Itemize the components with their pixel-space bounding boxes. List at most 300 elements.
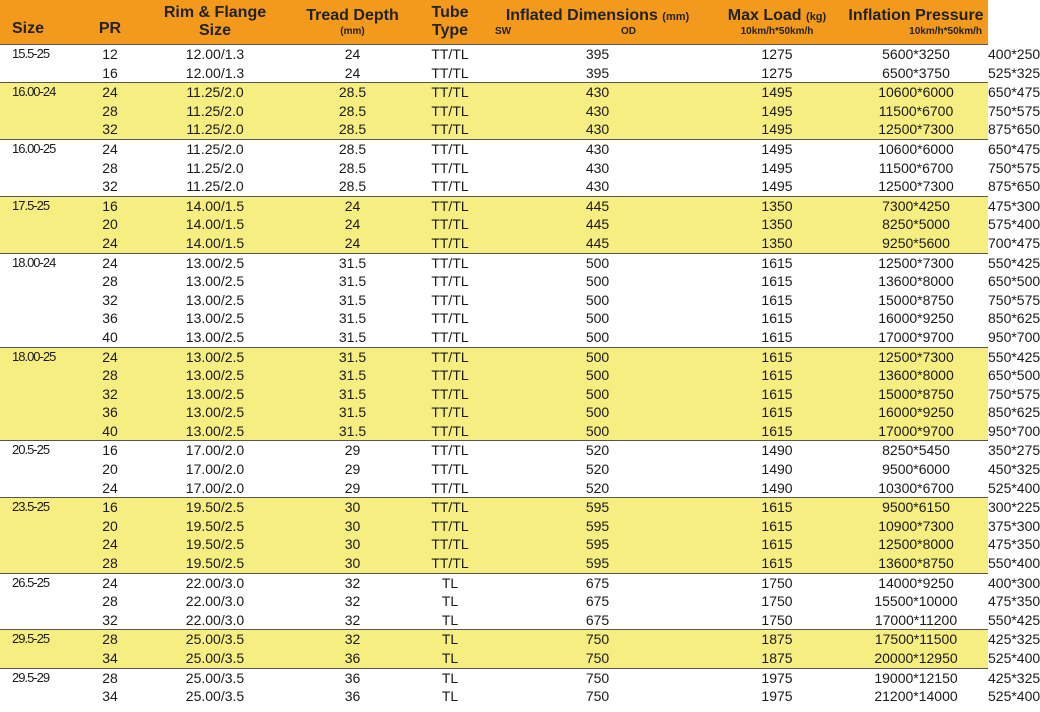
cell-od: 1490 <box>710 441 844 460</box>
cell-tube-type: TT/TL <box>415 479 485 498</box>
cell-sw: 520 <box>485 441 710 460</box>
cell-tread-depth: 32 <box>290 611 415 630</box>
cell-max-load: 9500*6150 <box>844 498 988 517</box>
cell-max-load: 17500*11500 <box>844 630 988 649</box>
cell-sw: 430 <box>485 139 710 158</box>
table-row: 34 25.00/3.5 36 TL 750 1975 21200*14000 525*400 <box>0 687 988 706</box>
cell-od: 1615 <box>710 347 844 366</box>
cell-pr: 28 <box>80 366 140 385</box>
cell-tread-depth: 31.5 <box>290 422 415 441</box>
cell-max-load: 8250*5450 <box>844 441 988 460</box>
cell-pr: 24 <box>80 573 140 592</box>
cell-rim-flange: 25.00/3.5 <box>140 630 290 649</box>
cell-pr: 20 <box>80 517 140 536</box>
cell-tread-depth: 36 <box>290 668 415 687</box>
cell-max-load: 16000*9250 <box>844 403 988 422</box>
cell-sw: 675 <box>485 592 710 611</box>
table-row: 28 13.00/2.5 31.5 TT/TL 500 1615 13600*8000 650*500 <box>0 272 988 291</box>
cell-od: 1350 <box>710 196 844 215</box>
cell-od: 1350 <box>710 215 844 234</box>
cell-rim-flange: 13.00/2.5 <box>140 422 290 441</box>
table-row: 16.00-25 24 11.25/2.0 28.5 TT/TL 430 1495 10600*6000 650*475 <box>0 139 988 158</box>
cell-rim-flange: 25.00/3.5 <box>140 687 290 706</box>
cell-tread-depth: 31.5 <box>290 385 415 404</box>
cell-rim-flange: 14.00/1.5 <box>140 234 290 253</box>
cell-sw: 500 <box>485 272 710 291</box>
cell-max-load: 12500*8000 <box>844 535 988 554</box>
cell-od: 1875 <box>710 630 844 649</box>
cell-tube-type: TT/TL <box>415 159 485 178</box>
cell-tube-type: TL <box>415 592 485 611</box>
header-inflated-dimensions: Inflated Dimensions (mm) SW OD <box>485 0 710 45</box>
header-max-load: Max Load (kg) 10km/h*50km/h <box>710 0 844 45</box>
cell-sw: 675 <box>485 573 710 592</box>
cell-max-load: 11500*6700 <box>844 159 988 178</box>
cell-tube-type: TT/TL <box>415 215 485 234</box>
table-row: 23.5-25 16 19.50/2.5 30 TT/TL 595 1615 9500*6150 300*225 <box>0 498 988 517</box>
cell-sw: 520 <box>485 460 710 479</box>
cell-tube-type: TL <box>415 630 485 649</box>
cell-sw: 595 <box>485 517 710 536</box>
cell-size <box>0 611 80 630</box>
cell-size <box>0 479 80 498</box>
cell-rim-flange: 22.00/3.0 <box>140 573 290 592</box>
cell-pr: 24 <box>80 535 140 554</box>
cell-sw: 430 <box>485 177 710 196</box>
table-row: 18.00-25 24 13.00/2.5 31.5 TT/TL 500 1615 12500*7300 550*425 <box>0 347 988 366</box>
cell-tread-depth: 24 <box>290 45 415 64</box>
cell-pr: 32 <box>80 177 140 196</box>
cell-rim-flange: 19.50/2.5 <box>140 498 290 517</box>
cell-sw: 500 <box>485 328 710 347</box>
cell-max-load: 7300*4250 <box>844 196 988 215</box>
cell-pr: 16 <box>80 64 140 83</box>
cell-od: 1615 <box>710 366 844 385</box>
cell-rim-flange: 13.00/2.5 <box>140 253 290 272</box>
cell-tube-type: TT/TL <box>415 64 485 83</box>
cell-tube-type: TL <box>415 687 485 706</box>
cell-size <box>0 649 80 668</box>
table-row: 16.00-24 24 11.25/2.0 28.5 TT/TL 430 1495 10600*6000 650*475 <box>0 83 988 102</box>
cell-rim-flange: 14.00/1.5 <box>140 215 290 234</box>
cell-od: 1495 <box>710 159 844 178</box>
table-row: 36 13.00/2.5 31.5 TT/TL 500 1615 16000*9250 850*625 <box>0 403 988 422</box>
cell-tube-type: TT/TL <box>415 45 485 64</box>
cell-rim-flange: 13.00/2.5 <box>140 309 290 328</box>
cell-od: 1615 <box>710 517 844 536</box>
cell-size: 29.5-25 <box>0 630 80 649</box>
cell-max-load: 20000*12950 <box>844 649 988 668</box>
cell-sw: 595 <box>485 535 710 554</box>
cell-size <box>0 687 80 706</box>
cell-sw: 430 <box>485 120 710 139</box>
cell-od: 1615 <box>710 253 844 272</box>
cell-max-load: 15000*8750 <box>844 385 988 404</box>
cell-tread-depth: 28.5 <box>290 83 415 102</box>
cell-size <box>0 120 80 139</box>
cell-sw: 395 <box>485 64 710 83</box>
cell-size: 18.00-24 <box>0 253 80 272</box>
cell-size <box>0 309 80 328</box>
cell-sw: 500 <box>485 253 710 272</box>
table-row: 20 14.00/1.5 24 TT/TL 445 1350 8250*5000 575*400 <box>0 215 988 234</box>
cell-od: 1750 <box>710 611 844 630</box>
cell-sw: 430 <box>485 83 710 102</box>
table-row: 32 11.25/2.0 28.5 TT/TL 430 1495 12500*7300 875*650 <box>0 120 988 139</box>
cell-tread-depth: 24 <box>290 64 415 83</box>
cell-tread-depth: 36 <box>290 649 415 668</box>
cell-max-load: 12500*7300 <box>844 253 988 272</box>
table-row: 17.5-25 16 14.00/1.5 24 TT/TL 445 1350 7300*4250 475*300 <box>0 196 988 215</box>
cell-sw: 430 <box>485 102 710 121</box>
cell-max-load: 15000*8750 <box>844 291 988 310</box>
cell-rim-flange: 11.25/2.0 <box>140 83 290 102</box>
cell-tube-type: TT/TL <box>415 403 485 422</box>
table-row: 40 13.00/2.5 31.5 TT/TL 500 1615 17000*9700 950*700 <box>0 422 988 441</box>
cell-pr: 20 <box>80 215 140 234</box>
cell-size <box>0 102 80 121</box>
table-row: 26.5-25 24 22.00/3.0 32 TL 675 1750 14000*9250 400*300 <box>0 573 988 592</box>
cell-size: 26.5-25 <box>0 573 80 592</box>
cell-pr: 32 <box>80 385 140 404</box>
cell-od: 1615 <box>710 309 844 328</box>
cell-tube-type: TT/TL <box>415 328 485 347</box>
cell-size: 16.00-25 <box>0 139 80 158</box>
cell-tread-depth: 24 <box>290 196 415 215</box>
cell-tube-type: TT/TL <box>415 120 485 139</box>
cell-sw: 395 <box>485 45 710 64</box>
header-rim-flange: Rim & Flange Size <box>140 0 290 45</box>
cell-pr: 28 <box>80 668 140 687</box>
cell-pr: 34 <box>80 687 140 706</box>
cell-pr: 16 <box>80 498 140 517</box>
cell-size: 23.5-25 <box>0 498 80 517</box>
cell-tread-depth: 30 <box>290 517 415 536</box>
cell-rim-flange: 22.00/3.0 <box>140 592 290 611</box>
cell-od: 1275 <box>710 45 844 64</box>
table-row: 32 13.00/2.5 31.5 TT/TL 500 1615 15000*8750 750*575 <box>0 385 988 404</box>
cell-tread-depth: 29 <box>290 460 415 479</box>
table-row: 29.5-25 28 25.00/3.5 32 TL 750 1875 17500*11500 425*325 <box>0 630 988 649</box>
cell-size <box>0 460 80 479</box>
cell-size: 16.00-24 <box>0 83 80 102</box>
cell-tread-depth: 30 <box>290 498 415 517</box>
cell-max-load: 17000*11200 <box>844 611 988 630</box>
cell-od: 1275 <box>710 64 844 83</box>
cell-od: 1490 <box>710 460 844 479</box>
cell-od: 1495 <box>710 83 844 102</box>
cell-od: 1975 <box>710 687 844 706</box>
table-body <box>0 45 1040 706</box>
cell-tread-depth: 31.5 <box>290 272 415 291</box>
cell-od: 1750 <box>710 592 844 611</box>
cell-od: 1495 <box>710 102 844 121</box>
table-row: 28 22.00/3.0 32 TL 675 1750 15500*10000 475*350 <box>0 592 988 611</box>
header-sw: SW <box>495 25 512 37</box>
table-row: 32 13.00/2.5 31.5 TT/TL 500 1615 15000*8750 750*575 <box>0 291 988 310</box>
cell-tube-type: TT/TL <box>415 83 485 102</box>
cell-max-load: 19000*12150 <box>844 668 988 687</box>
cell-rim-flange: 17.00/2.0 <box>140 479 290 498</box>
cell-rim-flange: 17.00/2.0 <box>140 460 290 479</box>
header-od: OD <box>621 25 636 37</box>
cell-tread-depth: 31.5 <box>290 291 415 310</box>
cell-od: 1615 <box>710 385 844 404</box>
cell-tread-depth: 31.5 <box>290 309 415 328</box>
header-size: Size <box>0 0 80 45</box>
cell-sw: 750 <box>485 687 710 706</box>
cell-tread-depth: 28.5 <box>290 102 415 121</box>
table-row: 24 14.00/1.5 24 TT/TL 445 1350 9250*5600 700*475 <box>0 234 988 253</box>
cell-od: 1615 <box>710 535 844 554</box>
table-row: 20 19.50/2.5 30 TT/TL 595 1615 10900*7300 375*300 <box>0 517 988 536</box>
cell-size <box>0 328 80 347</box>
cell-sw: 445 <box>485 215 710 234</box>
cell-tube-type: TT/TL <box>415 139 485 158</box>
cell-rim-flange: 13.00/2.5 <box>140 347 290 366</box>
cell-max-load: 10900*7300 <box>844 517 988 536</box>
cell-tread-depth: 30 <box>290 554 415 573</box>
table-row: 34 25.00/3.5 36 TL 750 1875 20000*12950 525*400 <box>0 649 988 668</box>
cell-tread-depth: 31.5 <box>290 253 415 272</box>
cell-max-load: 10300*6700 <box>844 479 988 498</box>
cell-pr: 28 <box>80 102 140 121</box>
cell-size <box>0 535 80 554</box>
cell-sw: 675 <box>485 611 710 630</box>
cell-size <box>0 385 80 404</box>
cell-tread-depth: 31.5 <box>290 328 415 347</box>
header-tube-type: Tube Type <box>415 0 485 45</box>
cell-pr: 28 <box>80 630 140 649</box>
cell-size <box>0 517 80 536</box>
cell-pr: 34 <box>80 649 140 668</box>
cell-pr: 32 <box>80 120 140 139</box>
cell-sw: 500 <box>485 309 710 328</box>
cell-pr: 36 <box>80 309 140 328</box>
cell-tube-type: TT/TL <box>415 347 485 366</box>
cell-size <box>0 291 80 310</box>
cell-max-load: 5600*3250 <box>844 45 988 64</box>
cell-tread-depth: 28.5 <box>290 159 415 178</box>
cell-tube-type: TT/TL <box>415 535 485 554</box>
cell-rim-flange: 25.00/3.5 <box>140 649 290 668</box>
cell-max-load: 9500*6000 <box>844 460 988 479</box>
cell-size: 18.00-25 <box>0 347 80 366</box>
cell-pr: 24 <box>80 139 140 158</box>
cell-tube-type: TT/TL <box>415 309 485 328</box>
cell-max-load: 11500*6700 <box>844 102 988 121</box>
cell-sw: 500 <box>485 347 710 366</box>
cell-size <box>0 554 80 573</box>
cell-rim-flange: 13.00/2.5 <box>140 366 290 385</box>
cell-rim-flange: 22.00/3.0 <box>140 611 290 630</box>
cell-size: 17.5-25 <box>0 196 80 215</box>
cell-pr: 20 <box>80 460 140 479</box>
table-row: 18.00-24 24 13.00/2.5 31.5 TT/TL 500 1615 12500*7300 550*425 <box>0 253 988 272</box>
cell-tread-depth: 31.5 <box>290 347 415 366</box>
cell-sw: 520 <box>485 479 710 498</box>
cell-tread-depth: 28.5 <box>290 139 415 158</box>
table-row: 16 12.00/1.3 24 TT/TL 395 1275 6500*3750 525*325 <box>0 64 988 83</box>
cell-sw: 595 <box>485 498 710 517</box>
table-row: 28 11.25/2.0 28.5 TT/TL 430 1495 11500*6700 750*575 <box>0 159 988 178</box>
cell-tube-type: TT/TL <box>415 177 485 196</box>
cell-tube-type: TL <box>415 573 485 592</box>
cell-rim-flange: 13.00/2.5 <box>140 291 290 310</box>
cell-tread-depth: 28.5 <box>290 177 415 196</box>
cell-od: 1495 <box>710 177 844 196</box>
cell-pr: 16 <box>80 441 140 460</box>
cell-od: 1615 <box>710 498 844 517</box>
cell-tread-depth: 28.5 <box>290 120 415 139</box>
cell-rim-flange: 11.25/2.0 <box>140 139 290 158</box>
cell-tube-type: TT/TL <box>415 102 485 121</box>
cell-sw: 750 <box>485 630 710 649</box>
cell-tread-depth: 24 <box>290 215 415 234</box>
cell-pr: 24 <box>80 479 140 498</box>
cell-tube-type: TT/TL <box>415 422 485 441</box>
table-row: 20 17.00/2.0 29 TT/TL 520 1490 9500*6000 450*325 <box>0 460 988 479</box>
cell-rim-flange: 11.25/2.0 <box>140 159 290 178</box>
cell-pr: 24 <box>80 83 140 102</box>
cell-rim-flange: 19.50/2.5 <box>140 554 290 573</box>
cell-sw: 750 <box>485 668 710 687</box>
cell-tube-type: TL <box>415 611 485 630</box>
cell-tread-depth: 29 <box>290 479 415 498</box>
cell-pr: 24 <box>80 234 140 253</box>
cell-max-load: 13600*8000 <box>844 366 988 385</box>
cell-rim-flange: 11.25/2.0 <box>140 120 290 139</box>
cell-pr: 36 <box>80 403 140 422</box>
cell-rim-flange: 13.00/2.5 <box>140 385 290 404</box>
cell-tread-depth: 30 <box>290 535 415 554</box>
cell-tube-type: TT/TL <box>415 517 485 536</box>
table-row: 29.5-29 28 25.00/3.5 36 TL 750 1975 19000*12150 425*325 <box>0 668 988 687</box>
cell-sw: 500 <box>485 403 710 422</box>
cell-rim-flange: 13.00/2.5 <box>140 328 290 347</box>
cell-od: 1615 <box>710 403 844 422</box>
cell-max-load: 21200*14000 <box>844 687 988 706</box>
cell-size <box>0 215 80 234</box>
cell-size <box>0 366 80 385</box>
table-row: 24 19.50/2.5 30 TT/TL 595 1615 12500*8000 475*350 <box>0 535 988 554</box>
cell-tread-depth: 32 <box>290 573 415 592</box>
cell-tube-type: TL <box>415 668 485 687</box>
cell-rim-flange: 19.50/2.5 <box>140 517 290 536</box>
cell-size <box>0 422 80 441</box>
cell-size <box>0 592 80 611</box>
cell-od: 1495 <box>710 120 844 139</box>
cell-size <box>0 403 80 422</box>
cell-od: 1750 <box>710 573 844 592</box>
cell-rim-flange: 13.00/2.5 <box>140 272 290 291</box>
cell-rim-flange: 11.25/2.0 <box>140 102 290 121</box>
cell-rim-flange: 19.50/2.5 <box>140 535 290 554</box>
cell-od: 1615 <box>710 554 844 573</box>
cell-rim-flange: 12.00/1.3 <box>140 45 290 64</box>
cell-tread-depth: 31.5 <box>290 366 415 385</box>
cell-tread-depth: 31.5 <box>290 403 415 422</box>
table-row: 28 19.50/2.5 30 TT/TL 595 1615 13600*8750 550*400 <box>0 554 988 573</box>
cell-max-load: 6500*3750 <box>844 64 988 83</box>
cell-rim-flange: 11.25/2.0 <box>140 177 290 196</box>
cell-max-load: 16000*9250 <box>844 309 988 328</box>
cell-od: 1615 <box>710 272 844 291</box>
cell-rim-flange: 12.00/1.3 <box>140 64 290 83</box>
cell-tread-depth: 24 <box>290 234 415 253</box>
cell-sw: 595 <box>485 554 710 573</box>
cell-max-load: 13600*8750 <box>844 554 988 573</box>
cell-tube-type: TL <box>415 649 485 668</box>
cell-pr: 32 <box>80 291 140 310</box>
table-row: 28 11.25/2.0 28.5 TT/TL 430 1495 11500*6700 750*575 <box>0 102 988 121</box>
table-header <box>0 0 988 45</box>
cell-max-load: 13600*8000 <box>844 272 988 291</box>
cell-od: 1975 <box>710 668 844 687</box>
cell-max-load: 9250*5600 <box>844 234 988 253</box>
cell-od: 1495 <box>710 139 844 158</box>
cell-max-load: 10600*6000 <box>844 139 988 158</box>
cell-tube-type: TT/TL <box>415 441 485 460</box>
cell-pr: 28 <box>80 554 140 573</box>
cell-size <box>0 159 80 178</box>
cell-max-load: 12500*7300 <box>844 177 988 196</box>
cell-rim-flange: 25.00/3.5 <box>140 668 290 687</box>
cell-pr: 40 <box>80 328 140 347</box>
cell-rim-flange: 14.00/1.5 <box>140 196 290 215</box>
table-row: 40 13.00/2.5 31.5 TT/TL 500 1615 17000*9700 950*700 <box>0 328 988 347</box>
cell-size <box>0 272 80 291</box>
cell-tube-type: TT/TL <box>415 291 485 310</box>
cell-pr: 16 <box>80 196 140 215</box>
cell-tread-depth: 29 <box>290 441 415 460</box>
cell-tube-type: TT/TL <box>415 498 485 517</box>
cell-pr: 28 <box>80 592 140 611</box>
cell-size: 20.5-25 <box>0 441 80 460</box>
table-row: 24 17.00/2.0 29 TT/TL 520 1490 10300*6700 525*400 <box>0 479 988 498</box>
cell-sw: 500 <box>485 366 710 385</box>
cell-tube-type: TT/TL <box>415 385 485 404</box>
cell-rim-flange: 17.00/2.0 <box>140 441 290 460</box>
cell-tube-type: TT/TL <box>415 366 485 385</box>
cell-od: 1350 <box>710 234 844 253</box>
cell-pr: 12 <box>80 45 140 64</box>
cell-tube-type: TT/TL <box>415 196 485 215</box>
cell-sw: 445 <box>485 234 710 253</box>
table-row: 36 13.00/2.5 31.5 TT/TL 500 1615 16000*9250 850*625 <box>0 309 988 328</box>
cell-max-load: 17000*9700 <box>844 328 988 347</box>
cell-tread-depth: 32 <box>290 630 415 649</box>
cell-od: 1490 <box>710 479 844 498</box>
cell-sw: 500 <box>485 422 710 441</box>
table-row: 20.5-25 16 17.00/2.0 29 TT/TL 520 1490 8250*5450 350*275 <box>0 441 988 460</box>
cell-pr: 28 <box>80 272 140 291</box>
cell-max-load: 10600*6000 <box>844 83 988 102</box>
header-tread-depth: Tread Depth (mm) <box>290 0 415 45</box>
cell-tube-type: TT/TL <box>415 253 485 272</box>
header-pr: PR <box>80 0 140 45</box>
cell-tube-type: TT/TL <box>415 272 485 291</box>
cell-sw: 445 <box>485 196 710 215</box>
cell-max-load: 12500*7300 <box>844 120 988 139</box>
cell-od: 1615 <box>710 291 844 310</box>
cell-od: 1615 <box>710 328 844 347</box>
table-row: 28 13.00/2.5 31.5 TT/TL 500 1615 13600*8000 650*500 <box>0 366 988 385</box>
cell-sw: 750 <box>485 649 710 668</box>
cell-pr: 40 <box>80 422 140 441</box>
cell-tread-depth: 36 <box>290 687 415 706</box>
cell-rim-flange: 13.00/2.5 <box>140 403 290 422</box>
